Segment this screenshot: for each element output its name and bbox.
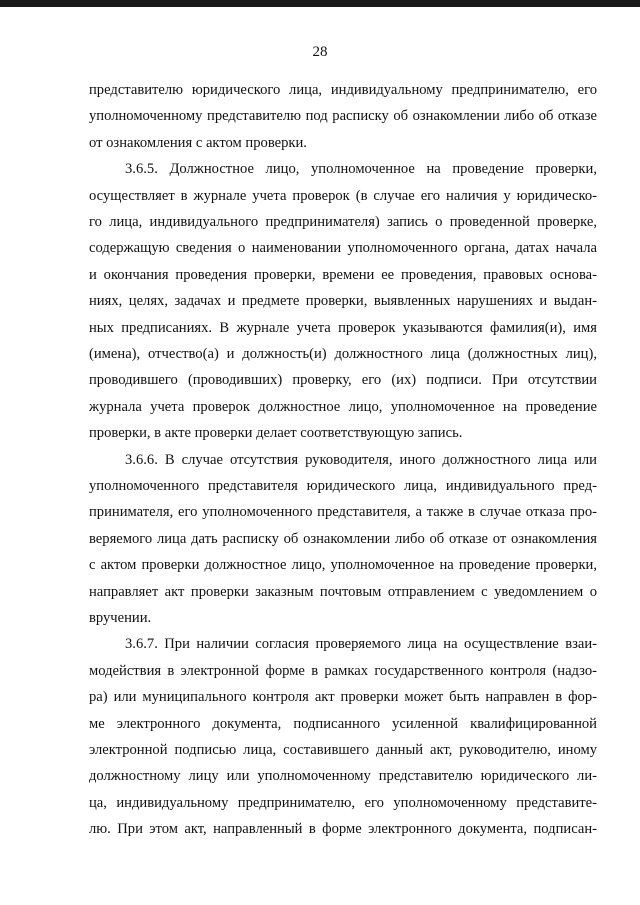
text-line: проверки, в акте проверки делает соответствующую запись. [89, 425, 463, 442]
text-line: и окончания проведения проверки, времени ее проведения, правовых основа- [89, 266, 597, 283]
text-line: го лица, индивидуального предпринимателя) запись о проведенной проверке, [89, 214, 597, 230]
text-line: журнала учета проверок должностное лицо, уполномоченное на проведение [89, 398, 597, 415]
text-line: вручении. [89, 610, 152, 626]
page-number: 28 [312, 44, 328, 60]
text-line: (имена), отчество(а) и должность(и) должностного лица (должностных лиц), [89, 346, 597, 362]
text-line: электронной подписью лица, составившего данный акт, руководителю, иному [89, 742, 597, 758]
text-line: должностному лицу или уполномоченному представителю юридического ли- [89, 768, 597, 785]
text-line: проводившего (проводивших) проверку, его (их) подписи. При отсутствии [89, 372, 597, 389]
text-line: ца, индивидуальному предпринимателю, его уполномоченному представите- [89, 794, 597, 811]
text-line: модействия в электронной форме в рамках государственного контроля (надзо- [89, 662, 597, 679]
paragraph-start-line: 3.6.5. Должностное лицо, уполномоченное на проведение проверки, [125, 161, 597, 178]
text-line: содержащую сведения о наименовании уполномоченного органа, датах начала [89, 240, 597, 257]
text-line: уполномоченному представителю под расписку об ознакомлении либо об отказе [89, 108, 597, 125]
text-line: ниях, целях, задачах и предмете проверки, выявленных нарушениях и выдан- [89, 293, 597, 310]
text-line: уполномоченного представителя юридического лица, индивидуального пред- [89, 478, 597, 494]
text-line: от ознакомления с актом проверки. [89, 134, 307, 151]
text-line: принимателя, его уполномоченного представителя, а также в случае отказа про- [89, 504, 597, 521]
paragraph-start-line: 3.6.6. В случае отсутствия руководителя, иного должностного лица или [125, 451, 597, 468]
text-line: веряемого лица дать расписку об ознакомлении либо об отказе от ознакомления [89, 530, 597, 547]
paragraph-start-line: 3.6.7. При наличии согласия проверяемого лица на осуществление взаи- [125, 636, 597, 653]
text-line: с актом проверки должностное лицо, уполномоченное на проведение проверки, [89, 557, 597, 574]
text-line: ных предписаниях. В журнале учета проверок указываются фамилия(и), имя [89, 319, 597, 336]
top-border-rule [0, 0, 640, 7]
text-line: представителю юридического лица, индивидуальному предпринимателю, его [89, 82, 597, 98]
text-line: лю. При этом акт, направленный в форме электронного документа, подписан- [89, 821, 597, 838]
text-line: ра) или муниципального контроля акт проверки может быть направлен в фор- [89, 689, 597, 706]
text-line: направляет акт проверки заказным почтовым отправлением с уведомлением о [89, 583, 597, 600]
text-line: осуществляет в журнале учета проверок (в случае его наличия у юридическо- [89, 187, 597, 204]
text-line: ме электронного документа, подписанного усиленной квалифицированной [89, 715, 597, 732]
